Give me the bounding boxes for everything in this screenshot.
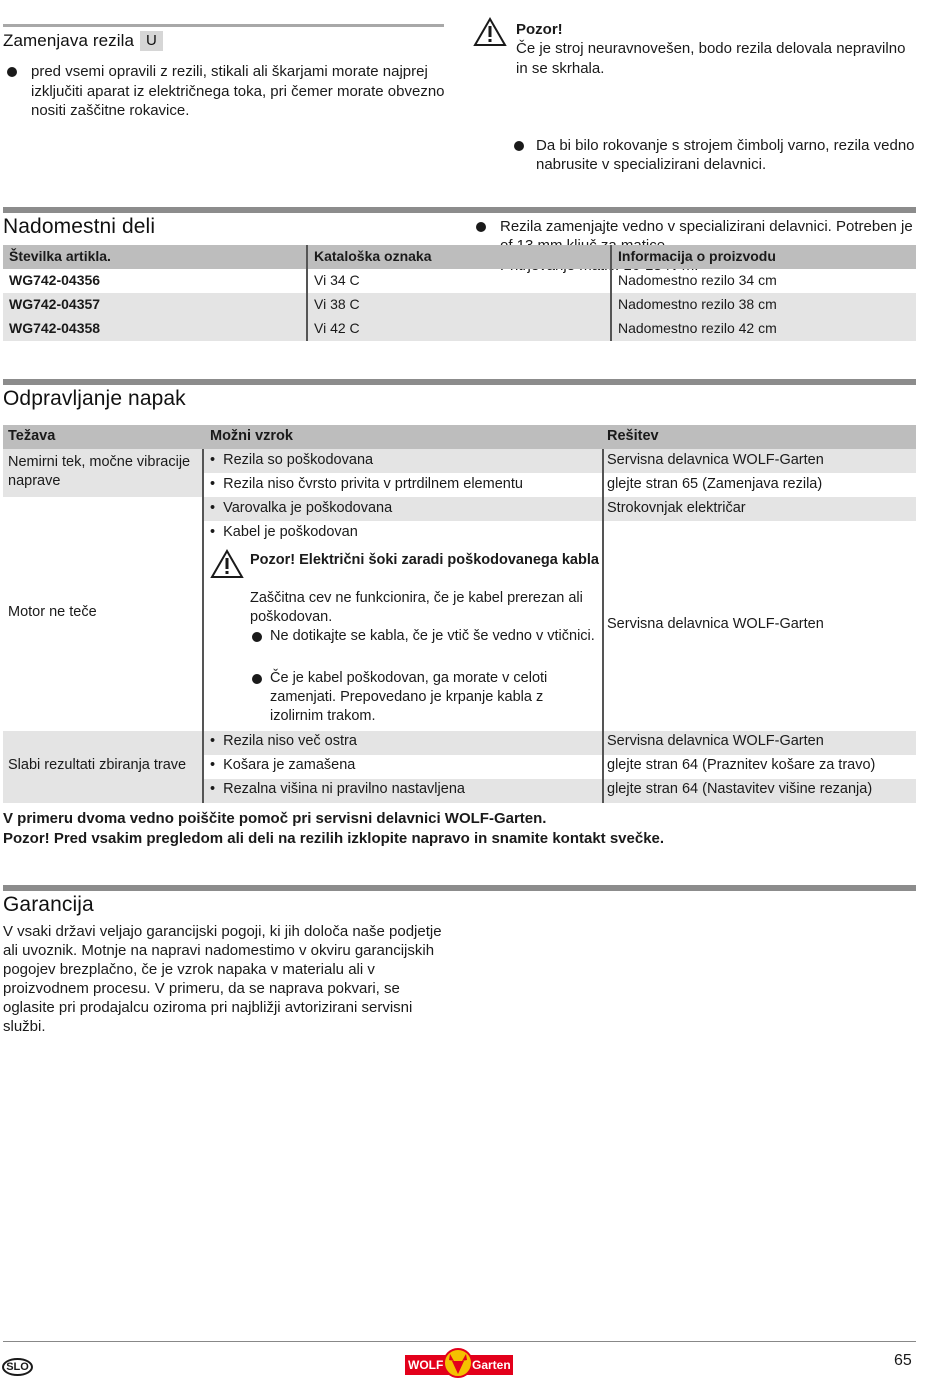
cable-warning-bullet-2 (250, 669, 600, 726)
bullet-dot-icon (252, 632, 262, 642)
cable-warning-bullet-1 (250, 627, 600, 646)
language-badge (2, 1358, 33, 1376)
cable-warning-bullet-2-text: Če je kabel poškodovan, ga morate v celoti zamenjati. Prepovedano je krpanje kabla z izolirnim trakom. (270, 670, 548, 724)
cause-cell: • Rezila niso več ostra (210, 733, 357, 749)
cause-cell: • Rezila so poškodovana (210, 452, 374, 468)
warning-top-bullet-1-text: Rezila zamenjajte vedno v specializirani delavnici. Potreben je (500, 217, 913, 235)
solution-cell: glejte stran 64 (Nastavitev višine rezanja) (607, 781, 873, 797)
cause-text: Kabel je poškodovan (223, 524, 358, 540)
cause-text: Varovalka je poškodovana (223, 500, 393, 516)
solution-cell: Strokovnjak električar (607, 500, 746, 516)
table-header-row (3, 425, 916, 449)
section-badge: U (140, 31, 163, 51)
blade-change-title-text: Zamenjava rezila (3, 31, 135, 50)
cause-text: Rezalna višina ni pravilno nastavljena (223, 781, 465, 797)
cause-cell: • Kabel je poškodovan (210, 524, 358, 540)
table-header-cell: Kataloška oznaka (307, 245, 611, 269)
solution-cell: Servisna delavnica WOLF-Garten (607, 452, 824, 468)
bullet-dot-icon (7, 67, 17, 77)
guarantee-text: V vsaki državi veljajo garancijski pogoji, ki jih določa naše podjetje ali uvoznik. Motnje na napravi nadomestimo v okviru garancijskih pogojev brezplačno, če je vzrok napaka v materialu ali v proizvodnem procesu. V primeru, da se naprava pokvari, se oglasite pri prodajalcu oziroma pri najbližji avtorizirani servisni službi. (3, 923, 442, 1035)
warning-top-line: Če je stroj neuravnovešen, bodo rezila delovala nepravilno in se skrhala. (516, 40, 906, 77)
solution-cell: Servisna delavnica WOLF-Garten (607, 616, 824, 632)
wolf-head-icon (443, 1347, 473, 1379)
cause-cell: • Rezalna višina ni pravilno nastavljena (210, 781, 465, 797)
table-header-cell: Rešitev (607, 428, 659, 444)
logo-text-left: WOLF (408, 1358, 444, 1372)
table-cell: Nadomestno rezilo 34 cm (611, 269, 916, 293)
troubleshooting-table (3, 425, 916, 805)
table-cell: WG742-04358 (3, 317, 307, 341)
problem-cell: Motor ne teče (8, 604, 97, 620)
table-cell: Nadomestno rezilo 38 cm (611, 293, 916, 317)
logo-text-right: Garten (472, 1358, 511, 1372)
table-header-cell: Možni vzrok (210, 428, 293, 444)
table-row (3, 317, 916, 341)
cable-warning-title: Pozor! Električni šoki zaradi poškodovanega kabla (250, 552, 599, 568)
cable-warning-text: Zaščitna cev ne funkcionira, če je kabel prerezan ali poškodovan. (250, 590, 583, 625)
cause-text: Rezila so poškodovana (223, 452, 374, 468)
cause-cell: • Rezila niso čvrsto privita v prtrdilnem elementu (210, 476, 523, 492)
table-cell: WG742-04357 (3, 293, 307, 317)
warning-top-subbullet-text: Da bi bilo rokovanje s strojem čimbolj varno, rezila vedno nabrusite v specializirani delavnici. (536, 136, 915, 173)
troubleshooting-title: Odpravljanje napak (3, 387, 186, 410)
bullet-dot-icon (514, 141, 524, 151)
troubleshooting-note-1: V primeru dvoma vedno poiščite pomoč pri servisni delavnici WOLF-Garten. (3, 810, 547, 827)
cause-text: Rezila niso čvrsto privita v prtrdilnem elementu (223, 476, 523, 492)
table-header-cell: Številka artikla. (3, 245, 307, 269)
footer-rule (3, 1341, 916, 1342)
language-badge-text: SLO (6, 1361, 29, 1373)
solution-cell: glejte stran 65 (Zamenjava rezila) (607, 476, 823, 492)
warning-triangle-icon (473, 17, 507, 47)
blade-change-bullet (3, 62, 448, 121)
section-rule (3, 24, 444, 27)
wolf-garten-logo (405, 1347, 513, 1379)
bullet-dot-icon (476, 222, 486, 232)
cause-cell: • Košara je zamašena (210, 757, 356, 773)
troubleshooting-note-2: Pozor! Pred vsakim pregledom ali deli na rezilih izklopite napravo in snamite kontakt svečke. (3, 830, 665, 847)
table-header-cell: Težava (8, 428, 56, 444)
spare-parts-table (3, 245, 916, 341)
section-rule (3, 885, 916, 891)
spare-parts-title: Nadomestni deli (3, 215, 156, 238)
table-cell: WG742-04356 (9, 272, 101, 288)
column-separator (602, 449, 604, 803)
table-header-row (3, 245, 916, 269)
column-separator (202, 449, 204, 803)
bullet-dot-icon (252, 674, 262, 684)
warning-top-title: Pozor! (516, 21, 563, 38)
table-cell: Vi 42 C (307, 317, 611, 341)
cause-text: Rezila niso več ostra (223, 733, 357, 749)
page-number: 65 (894, 1352, 912, 1369)
section-rule (3, 207, 916, 213)
table-cell: Vi 38 C (307, 293, 611, 317)
table-row (3, 293, 916, 317)
warning-triangle-icon (210, 549, 244, 579)
table-cell: Vi 34 C (307, 269, 611, 293)
solution-cell: Servisna delavnica WOLF-Garten (607, 733, 824, 749)
guarantee-title: Garancija (3, 893, 94, 916)
table-cell: Nadomestno rezilo 42 cm (611, 317, 916, 341)
problem-cell: Slabi rezultati zbiranja trave (8, 757, 187, 773)
blade-change-title (3, 31, 163, 51)
cause-text: Košara je zamašena (223, 757, 356, 773)
problem-cell: Nemirni tek, močne vibracije naprave (8, 454, 191, 489)
blade-change-bullet-text: pred vsemi opravili z rezili, stikali ali škarjami morate najprej izključiti aparat iz električnega toka, pri čemer morate obvezno nositi zaščitne rokavice. (31, 63, 445, 119)
solution-cell: glejte stran 64 (Praznitev košare za travo) (607, 757, 876, 773)
table-row (3, 269, 916, 293)
cause-cell: • Varovalka je poškodovana (210, 500, 393, 516)
cable-warning-bullet-1-text: Ne dotikajte se kabla, če je vtič še vedno v vtičnici. (270, 628, 595, 644)
section-rule (3, 379, 916, 385)
table-header-cell: Informacija o proizvodu (611, 245, 916, 269)
warning-top-subbullet (510, 136, 916, 175)
